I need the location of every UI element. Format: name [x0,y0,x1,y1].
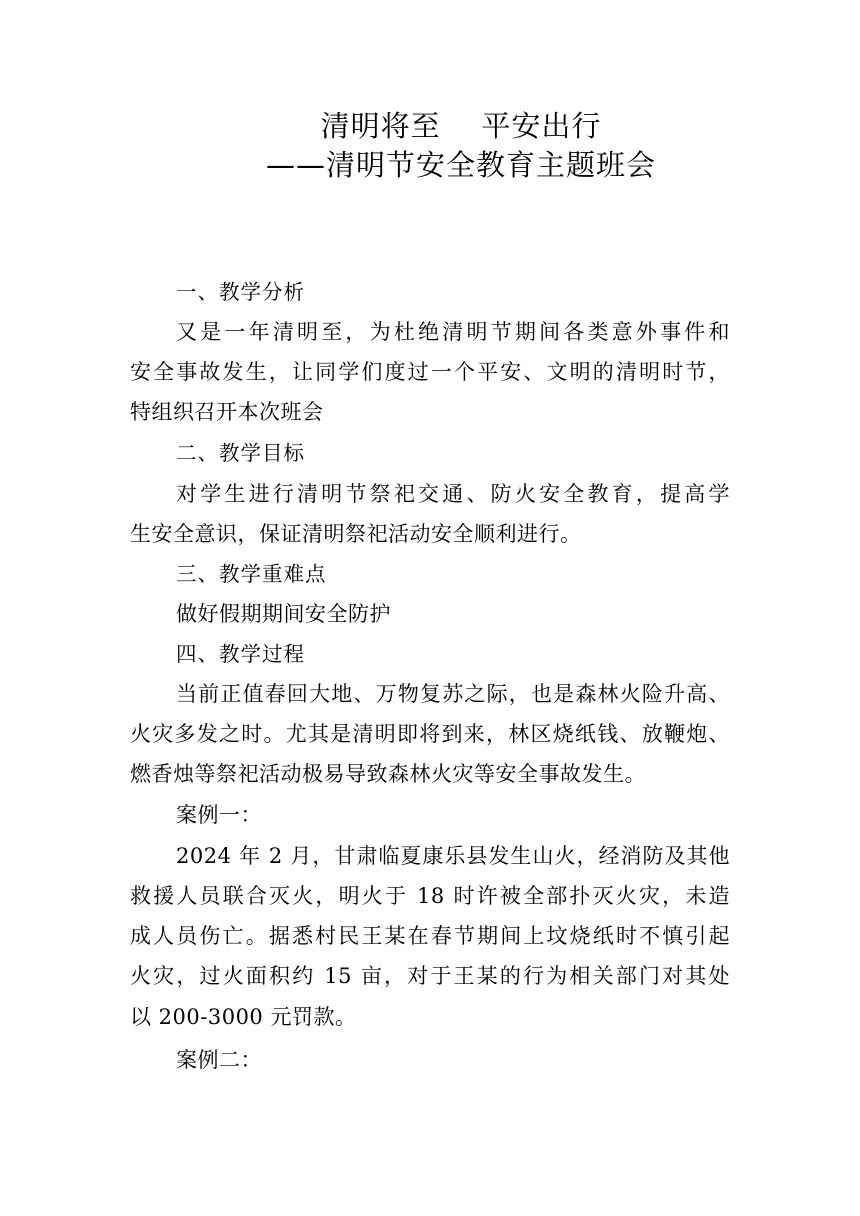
section-heading-process: 四、教学过程 [176,642,305,666]
document-title: 清明将至 平安出行 [320,109,602,143]
paragraph-line: 生安全意识，保证清明祭祀活动安全顺利进行。 [130,522,582,546]
paragraph-line: 火灾，过火面积约 15 亩，对于王某的行为相关部门对其处 [130,964,730,988]
paragraph-line: 以 200-3000 元罚款。 [130,1005,357,1029]
paragraph-line: 对学生进行清明节祭祀交通、防火安全教育，提高学 [176,482,730,506]
case-label-2: 案例二： [176,1048,262,1072]
paragraph-line: 特组织召开本次班会 [130,400,324,424]
paragraph-line: 安全事故发生，让同学们度过一个平安、文明的清明时节， [130,360,730,384]
paragraph-line: 救援人员联合灭火，明火于 18 时许被全部扑灭火灾，未造 [130,884,730,908]
section-heading-analysis: 一、教学分析 [176,280,305,304]
paragraph-line: 2024 年 2 月，甘肃临夏康乐县发生山火，经消防及其他 [176,844,730,868]
section-heading-key-points: 三、教学重难点 [176,562,327,586]
paragraph-line: 燃香烛等祭祀活动极易导致森林火灾等安全事故发生。 [130,762,646,786]
paragraph-line: 做好假期期间安全防护 [176,602,391,626]
paragraph-line: 当前正值春回大地、万物复苏之际，也是森林火险升高、 [176,682,730,706]
paragraph-line: 成人员伤亡。据悉村民王某在春节期间上坟烧纸时不慎引起 [130,924,730,948]
case-label-1: 案例一： [176,803,262,827]
document-subtitle: ——清明节安全教育主题班会 [265,148,656,182]
paragraph-line: 又是一年清明至，为杜绝清明节期间各类意外事件和 [176,320,730,344]
section-heading-goals: 二、教学目标 [176,441,305,465]
paragraph-line: 火灾多发之时。尤其是清明即将到来，林区烧纸钱、放鞭炮、 [130,722,730,746]
